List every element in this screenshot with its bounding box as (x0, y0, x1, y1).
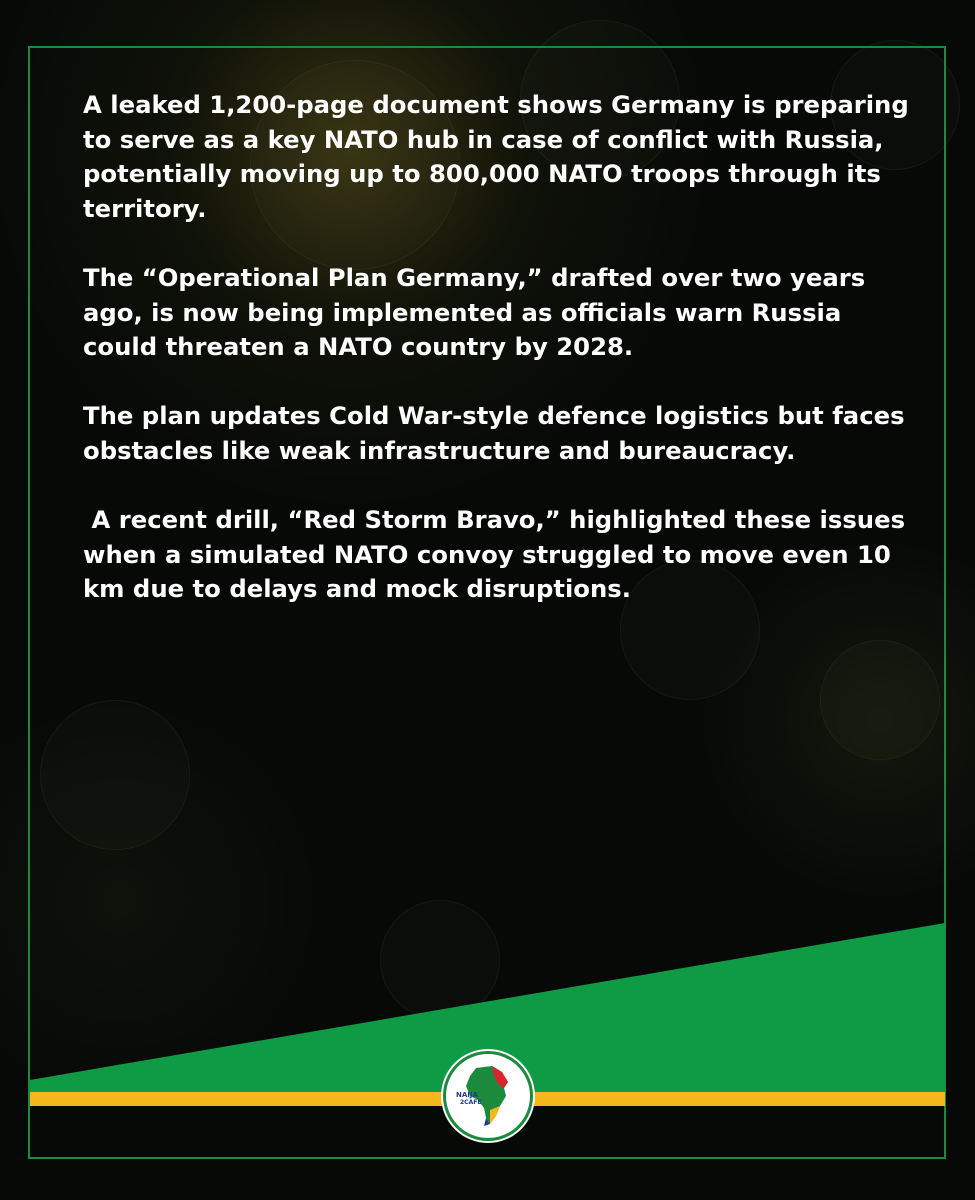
paragraph-4: A recent drill, “Red Storm Bravo,” highlighted these issues when a simulated NATO convoy struggled to move even 10 km due to delays and mock disruptions. (83, 505, 914, 604)
paragraph-1: A leaked 1,200-page document shows Germany is preparing to serve as a key NATO hub in case of conflict with Russia, potentially moving up to 800,000 NATO troops through its territory. (83, 90, 909, 223)
naija2cafe-logo (443, 1051, 533, 1141)
paragraph-3: The plan updates Cold War-style defence logistics but faces obstacles like weak infrastructure and bureaucracy. (83, 401, 905, 465)
logo-text-line1: NAIJA (456, 1091, 478, 1099)
paragraph-2: The “Operational Plan Germany,” drafted over two years ago, is now being implemented as officials warn Russia could threaten a NATO country by 2028. (83, 262, 866, 362)
logo-text-line2: 2CAFE (460, 1099, 482, 1106)
